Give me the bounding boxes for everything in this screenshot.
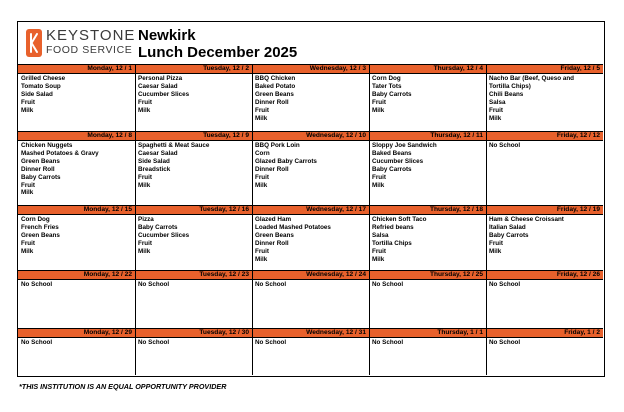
- menu-item: French Fries: [21, 223, 59, 231]
- day-cell: [18, 279, 135, 328]
- column-divider: [252, 64, 253, 375]
- menu-item: Corn: [255, 149, 270, 157]
- day-header-wednesday: Wednesday, 12 / 17: [252, 205, 369, 214]
- menu-item: Caesar Salad: [138, 82, 178, 90]
- menu-item: Milk: [255, 114, 268, 122]
- menu-item: Fruit: [138, 98, 152, 106]
- day-header-monday: Monday, 12 / 22: [18, 270, 135, 279]
- menu-item: Mashed Potatoes & Gravy: [21, 149, 99, 157]
- menu-item: No School: [489, 142, 521, 149]
- menu-item: No School: [21, 339, 53, 346]
- menu-item: Corn Dog: [372, 75, 401, 82]
- menu-item: Green Beans: [21, 157, 60, 165]
- day-cell: [135, 279, 252, 328]
- menu-item: Milk: [21, 189, 34, 197]
- day-header-thursday: Thursday, 12 / 11: [369, 131, 486, 140]
- menu-item: Fruit: [255, 106, 269, 114]
- menu-item: Tater Tots: [372, 82, 402, 90]
- day-cell: [18, 73, 135, 131]
- menu-item: Fruit: [372, 173, 386, 181]
- menu-item: Italian Salad: [489, 223, 526, 231]
- menu-item: Milk: [138, 181, 151, 189]
- day-cell: [252, 73, 369, 131]
- menu-item: Pizza: [138, 216, 154, 223]
- menu-item: Fruit: [21, 181, 35, 189]
- menu-item: No School: [489, 339, 521, 346]
- menu-item: No School: [255, 339, 287, 346]
- menu-item: Fruit: [138, 173, 152, 181]
- menu-item: Fruit: [255, 173, 269, 181]
- menu-calendar: [17, 21, 605, 377]
- menu-item: Green Beans: [255, 90, 294, 98]
- day-cell: [369, 337, 486, 375]
- menu-item: Baby Carrots: [489, 231, 529, 239]
- menu-item: Milk: [489, 114, 502, 122]
- menu-item: No School: [372, 281, 404, 288]
- menu-item: Milk: [372, 181, 385, 189]
- day-header-friday: Friday, 12 / 5: [486, 64, 603, 73]
- menu-item: Caesar Salad: [138, 149, 178, 157]
- day-header-wednesday: Wednesday, 12 / 31: [252, 328, 369, 337]
- menu-item: Fruit: [489, 239, 503, 247]
- day-cell: [486, 279, 603, 328]
- day-header-tuesday: Tuesday, 12 / 9: [135, 131, 252, 140]
- menu-item: Tomato Soup: [21, 82, 61, 90]
- menu-item: Milk: [372, 255, 385, 263]
- menu-item: Dinner Roll: [255, 98, 289, 106]
- menu-item: Fruit: [21, 98, 35, 106]
- menu-item: Green Beans: [255, 231, 294, 239]
- day-cell: [369, 279, 486, 328]
- menu-item: No School: [372, 339, 404, 346]
- menu-item: Fruit: [489, 106, 503, 114]
- menu-item: Personal Pizza: [138, 75, 183, 82]
- menu-item: Milk: [255, 181, 268, 189]
- menu-item: Refried beans: [372, 223, 414, 231]
- menu-item: Chicken Nuggets: [21, 142, 73, 149]
- menu-item: Fruit: [21, 239, 35, 247]
- menu-item: Milk: [372, 106, 385, 114]
- day-cell: [135, 140, 252, 205]
- day-cell: [486, 73, 603, 131]
- menu-item: Chicken Soft Taco: [372, 216, 427, 223]
- menu-item: Milk: [21, 106, 34, 114]
- footer-note: *THIS INSTITUTION IS AN EQUAL OPPORTUNITY PROVIDER: [19, 382, 227, 391]
- day-cell: [135, 214, 252, 270]
- day-cell: [486, 214, 603, 270]
- menu-item: No School: [138, 339, 170, 346]
- menu-item: Cucumber Slices: [138, 90, 190, 98]
- menu-item: Ham & Cheese Croissant: [489, 216, 564, 223]
- menu-item: Milk: [489, 247, 502, 255]
- menu-item: Sloppy Joe Sandwich: [372, 142, 437, 149]
- day-cell: [252, 337, 369, 375]
- menu-item: Milk: [255, 255, 268, 263]
- menu-item: Grilled Cheese: [21, 75, 66, 82]
- page-title: Lunch December 2025: [138, 44, 298, 61]
- menu-item: Side Salad: [21, 90, 53, 98]
- day-header-monday: Monday, 12 / 8: [18, 131, 135, 140]
- day-header-thursday: Thursday, 12 / 4: [369, 64, 486, 73]
- column-divider: [135, 64, 136, 375]
- day-header-friday: Friday, 12 / 26: [486, 270, 603, 279]
- menu-item: Cucumber Slices: [138, 231, 190, 239]
- menu-item: Milk: [138, 106, 151, 114]
- menu-item: Baby Carrots: [21, 173, 61, 181]
- menu-item: Corn Dog: [21, 216, 50, 223]
- day-header-friday: Friday, 12 / 19: [486, 205, 603, 214]
- menu-item: Loaded Mashed Potatoes: [255, 223, 331, 231]
- menu-item: Dinner Roll: [255, 165, 289, 173]
- day-cell: [135, 337, 252, 375]
- menu-item: Milk: [21, 247, 34, 255]
- menu-item: Green Beans: [21, 231, 60, 239]
- menu-item: No School: [21, 281, 53, 288]
- column-divider: [486, 64, 487, 375]
- menu-item: Side Salad: [138, 157, 170, 165]
- day-cell: [18, 337, 135, 375]
- day-header-thursday: Thursday, 12 / 25: [369, 270, 486, 279]
- menu-item: BBQ Chicken: [255, 75, 296, 82]
- day-header-friday: Friday, 1 / 2: [486, 328, 603, 337]
- menu-item: Dinner Roll: [21, 165, 55, 173]
- day-cell: [369, 140, 486, 205]
- day-header-monday: Monday, 12 / 29: [18, 328, 135, 337]
- menu-item: Fruit: [372, 247, 386, 255]
- day-cell: [369, 73, 486, 131]
- menu-item: Nacho Bar (Beef, Queso and: [489, 75, 575, 82]
- menu-item: Tortilla Chips: [372, 239, 412, 247]
- menu-item: Milk: [138, 247, 151, 255]
- day-header-tuesday: Tuesday, 12 / 23: [135, 270, 252, 279]
- menu-item: Baby Carrots: [138, 223, 178, 231]
- keystone-logo-icon: [26, 29, 42, 57]
- menu-item: No School: [255, 281, 287, 288]
- menu-item: Breadstick: [138, 165, 171, 173]
- day-header-thursday: Thursday, 12 / 18: [369, 205, 486, 214]
- day-cell: [369, 214, 486, 270]
- menu-item: Baby Carrots: [372, 90, 412, 98]
- calendar-grid: [18, 64, 603, 375]
- menu-item: Glazed Baby Carrots: [255, 157, 317, 165]
- menu-item: Salsa: [372, 231, 389, 239]
- column-divider: [369, 64, 370, 375]
- school-name: Newkirk: [138, 27, 196, 44]
- day-header-tuesday: Tuesday, 12 / 30: [135, 328, 252, 337]
- day-header-monday: Monday, 12 / 15: [18, 205, 135, 214]
- day-cell: [486, 140, 603, 205]
- day-header-tuesday: Tuesday, 12 / 16: [135, 205, 252, 214]
- day-cell: [135, 73, 252, 131]
- logo-subtitle: FOOD SERVICE: [46, 44, 133, 56]
- day-cell: [486, 337, 603, 375]
- day-header-wednesday: Wednesday, 12 / 3: [252, 64, 369, 73]
- day-cell: [252, 214, 369, 270]
- day-header-friday: Friday, 12 / 12: [486, 131, 603, 140]
- logo-brand: KEYSTONE: [46, 27, 136, 44]
- day-cell: [18, 140, 135, 205]
- menu-item: Fruit: [255, 247, 269, 255]
- menu-item: BBQ Pork Loin: [255, 142, 300, 149]
- day-header-wednesday: Wednesday, 12 / 10: [252, 131, 369, 140]
- menu-item: Glazed Ham: [255, 216, 292, 223]
- menu-item: Tortilla Chips): [489, 82, 531, 90]
- menu-item: Spaghetti & Meat Sauce: [138, 142, 210, 149]
- menu-item: Baby Carrots: [372, 165, 412, 173]
- menu-item: No School: [489, 281, 521, 288]
- menu-item: Fruit: [372, 98, 386, 106]
- day-header-monday: Monday, 12 / 1: [18, 64, 135, 73]
- day-cell: [252, 140, 369, 205]
- menu-item: Salsa: [489, 98, 506, 106]
- menu-item: Fruit: [138, 239, 152, 247]
- menu-item: Baked Potato: [255, 82, 296, 90]
- day-header-wednesday: Wednesday, 12 / 24: [252, 270, 369, 279]
- menu-item: Chili Beans: [489, 90, 524, 98]
- day-header-tuesday: Tuesday, 12 / 2: [135, 64, 252, 73]
- day-cell: [252, 279, 369, 328]
- calendar-header: [18, 22, 603, 64]
- menu-item: No School: [138, 281, 170, 288]
- menu-item: Dinner Roll: [255, 239, 289, 247]
- day-header-thursday: Thursday, 1 / 1: [369, 328, 486, 337]
- menu-item: Baked Beans: [372, 149, 412, 157]
- day-cell: [18, 214, 135, 270]
- menu-item: Cucumber Slices: [372, 157, 424, 165]
